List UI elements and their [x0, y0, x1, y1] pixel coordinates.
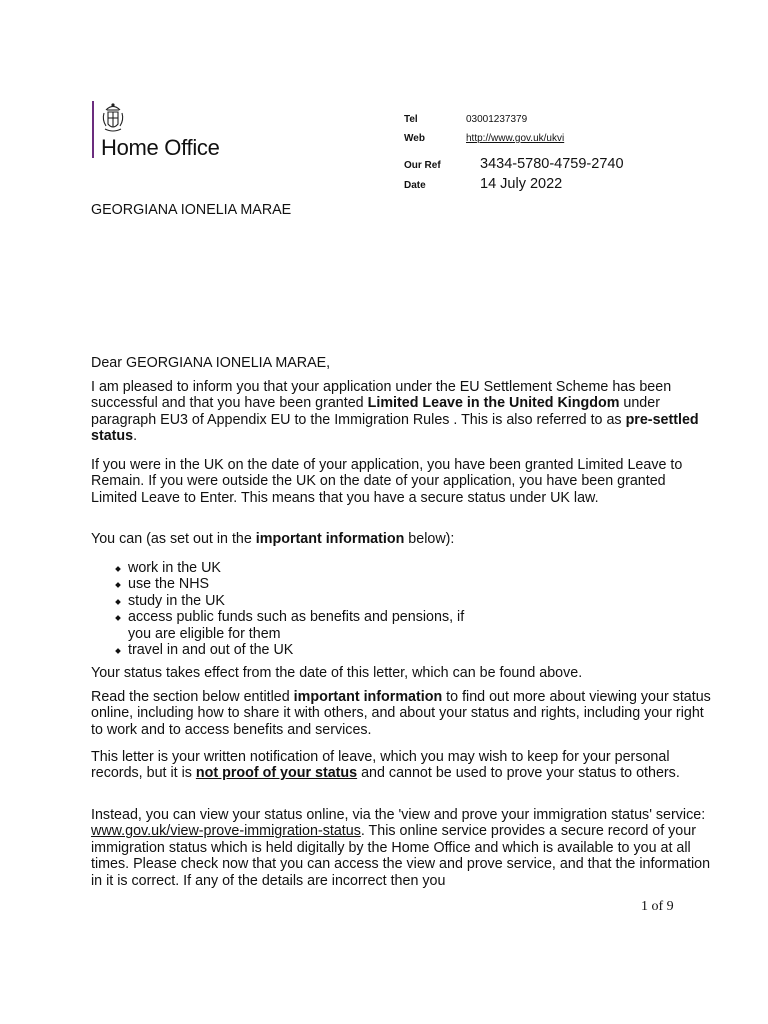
paragraph-important-info: Read the section below entitled important information to find out more about viewing your status online, including how to share it with others, and about your status and rights, including your right to work and to access benefits and services. — [91, 689, 711, 738]
paragraph-leave-type: If you were in the UK on the date of your application, you have been granted Limited Leave to Remain. If you were outside the UK on the date of your application, you have been granted Limited Leave to Enter. This means that you have a secure status under UK law. — [91, 457, 683, 506]
royal-crest-icon — [100, 100, 126, 134]
view-prove-status-link[interactable]: www.gov.uk/view-prove-immigration-status — [91, 823, 361, 840]
list-item: work in the UK — [91, 560, 511, 576]
paragraph-not-proof: This letter is your written notification of leave, which you may wish to keep for your personal records, but it is not proof of your status and cannot be used to prove your status to others. — [91, 749, 680, 782]
date-label: Date — [404, 180, 426, 191]
tel-value: 03001237379 — [466, 114, 528, 125]
paragraph-you-can: You can (as set out in the important information below): — [91, 531, 455, 547]
list-item: travel in and out of the UK — [91, 642, 511, 658]
list-item: use the NHS — [91, 576, 511, 592]
our-ref-value: 3434-5780-4759-2740 — [480, 156, 624, 172]
paragraph-effective-date: Your status takes effect from the date of this letter, which can be found above. — [91, 665, 583, 681]
paragraph-grant: I am pleased to inform you that your application under the EU Settlement Scheme has been successful and that you have been granted Limited Leave in the United Kingdom under paragraph EU3 of Appendix EU to the Immigration Rules . This is also referred to as pre-settled status. — [91, 379, 699, 445]
web-link[interactable]: http://www.gov.uk/ukvi — [466, 133, 565, 144]
logo-brand-bar — [92, 101, 94, 158]
recipient-name: GEORGIANA IONELIA MARAE — [91, 202, 292, 218]
entitlements-list — [91, 560, 511, 658]
web-label: Web — [404, 133, 425, 144]
our-ref-label: Our Ref — [404, 160, 441, 171]
home-office-logo-text: Home Office — [101, 135, 220, 160]
salutation: Dear GEORGIANA IONELIA MARAE, — [91, 355, 331, 371]
date-value: 14 July 2022 — [480, 176, 563, 192]
tel-label: Tel — [404, 114, 418, 125]
paragraph-view-online: Instead, you can view your status online, via the 'view and prove your immigration status' service: www.gov.uk/view-prove-immigration-status. This online service provides a secure record of your immigration status which is held digitally by the Home Office and which is available to you at all times. Please check now that you can access the view and prove service, and that the information in it is correct. If any of the details are incorrect then you — [91, 807, 711, 889]
list-item: study in the UK — [91, 593, 511, 609]
list-item: access public funds such as benefits and pensions, if you are eligible for them — [91, 609, 488, 642]
page-number: 1 of 9 — [641, 899, 674, 914]
